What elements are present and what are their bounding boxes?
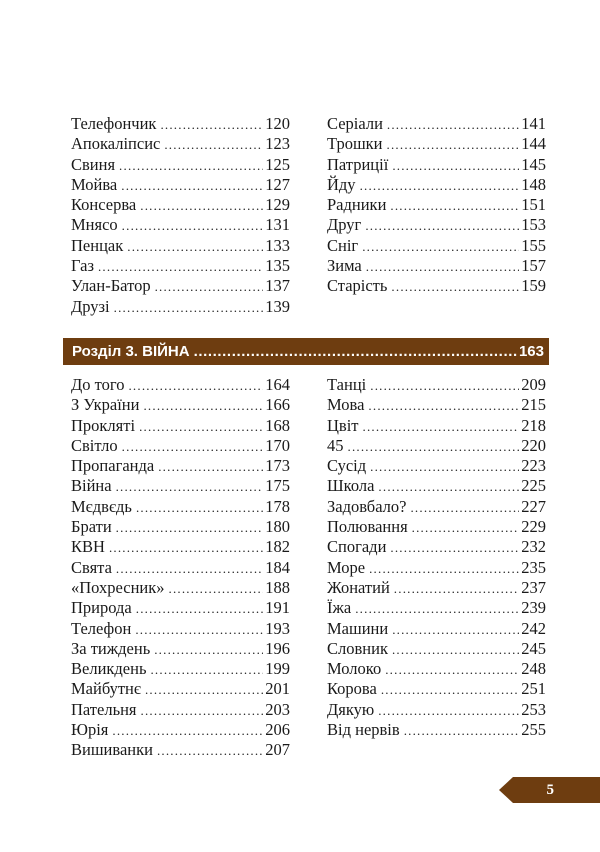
toc-entry-title: Вишиванки bbox=[71, 740, 153, 760]
toc-entry-title: Мнясо bbox=[71, 215, 118, 235]
toc-entry bbox=[327, 114, 546, 134]
toc-entry-title: Спогади bbox=[327, 537, 387, 557]
toc-entry bbox=[327, 256, 546, 276]
toc-entry-page: 159 bbox=[521, 276, 546, 296]
toc-entry bbox=[327, 598, 546, 618]
toc-entry bbox=[327, 215, 546, 235]
toc-dot-leader bbox=[381, 680, 519, 700]
toc-dot-leader bbox=[404, 721, 520, 741]
section-dot-leader bbox=[194, 343, 517, 360]
toc-entry-title: Словник bbox=[327, 638, 388, 658]
toc-entry bbox=[71, 700, 290, 720]
toc-entry-title: Апокаліпсис bbox=[71, 134, 161, 154]
toc-entry bbox=[327, 558, 546, 578]
toc-dot-leader bbox=[355, 599, 519, 619]
toc-entry bbox=[71, 256, 290, 276]
toc-entry-page: 251 bbox=[521, 679, 546, 699]
toc-entry-page: 253 bbox=[521, 699, 546, 719]
toc-entry-title: Свиня bbox=[71, 154, 116, 174]
toc-entry bbox=[71, 659, 290, 679]
toc-entry-page: 239 bbox=[521, 598, 546, 618]
toc-entry bbox=[327, 456, 546, 476]
toc-entry-page: 125 bbox=[265, 154, 290, 174]
toc-entry-title: До того bbox=[71, 375, 125, 394]
toc-entry-page: 232 bbox=[521, 537, 546, 557]
toc-dot-leader bbox=[378, 701, 519, 721]
toc-dot-leader bbox=[368, 396, 519, 416]
toc-dot-leader bbox=[116, 559, 263, 579]
toc-entry-title: Мова bbox=[327, 395, 365, 415]
toc-entry bbox=[71, 236, 290, 256]
toc-entry bbox=[71, 619, 290, 639]
toc-entry-title: Телефон bbox=[71, 618, 132, 638]
toc-entry bbox=[327, 236, 546, 256]
toc-entry bbox=[327, 276, 546, 296]
toc-entry-page: 148 bbox=[521, 174, 546, 194]
toc-entry bbox=[71, 537, 290, 557]
toc-dot-leader bbox=[119, 156, 263, 176]
toc-entry-title: Полювання bbox=[327, 517, 408, 537]
toc-entry-page: 129 bbox=[265, 195, 290, 215]
toc-entry-page: 235 bbox=[521, 557, 546, 577]
toc-entry-title: Мєдвєдь bbox=[71, 496, 132, 516]
section-heading-bar bbox=[63, 338, 549, 365]
toc-entry-title: Мойва bbox=[71, 174, 118, 194]
toc-entry-title: Серіали bbox=[327, 114, 383, 133]
toc-dot-leader bbox=[390, 538, 519, 558]
toc-entry-title: Старість bbox=[327, 276, 388, 296]
toc-entry-page: 209 bbox=[521, 375, 546, 394]
toc-entry-page: 178 bbox=[265, 496, 290, 516]
toc-entry-page: 127 bbox=[265, 174, 290, 194]
toc-dot-leader bbox=[122, 437, 264, 457]
toc-dot-leader bbox=[140, 196, 263, 216]
toc-entry bbox=[71, 395, 290, 415]
toc-entry-page: 133 bbox=[265, 235, 290, 255]
toc-entry-title: Природа bbox=[71, 598, 132, 618]
toc-dot-leader bbox=[143, 396, 263, 416]
toc-entry-page: 182 bbox=[265, 537, 290, 557]
toc-dot-leader bbox=[412, 518, 520, 538]
toc-entry bbox=[71, 195, 290, 215]
toc-entry bbox=[71, 297, 290, 317]
toc-entry-page: 135 bbox=[265, 256, 290, 276]
toc-entry-page: 145 bbox=[521, 154, 546, 174]
toc-entry-page: 201 bbox=[265, 679, 290, 699]
toc-entry-title: Брати bbox=[71, 517, 112, 537]
toc-dot-leader bbox=[369, 559, 519, 579]
toc-entry-page: 188 bbox=[265, 577, 290, 597]
toc-entry-title: Консерва bbox=[71, 195, 137, 215]
toc-dot-leader bbox=[157, 741, 263, 761]
toc-entry bbox=[327, 134, 546, 154]
toc-entry-title: Зима bbox=[327, 256, 362, 276]
toc-dot-leader bbox=[121, 176, 263, 196]
toc-dot-leader bbox=[155, 277, 264, 297]
toc-entry-title: 45 bbox=[327, 435, 344, 455]
toc-entry bbox=[327, 155, 546, 175]
toc-entry-title: Їжа bbox=[327, 598, 352, 618]
toc-entry-title: Сусід bbox=[327, 456, 367, 476]
toc-entry-page: 220 bbox=[521, 435, 546, 455]
toc-entry-title: Пропаганда bbox=[71, 456, 155, 476]
toc-entry-page: 215 bbox=[521, 395, 546, 415]
toc-dot-leader bbox=[348, 437, 520, 457]
toc-entry bbox=[327, 720, 546, 740]
toc-dot-leader bbox=[116, 518, 264, 538]
toc-entry-title: Радники bbox=[327, 195, 387, 215]
toc-entry-title: Трошки bbox=[327, 134, 383, 154]
toc-dot-leader bbox=[360, 176, 520, 196]
toc-entry-title: Дякую bbox=[327, 699, 375, 719]
toc-entry bbox=[327, 578, 546, 598]
toc-entry-page: 131 bbox=[265, 215, 290, 235]
toc-entry-page: 139 bbox=[265, 296, 290, 316]
page-number: 5 bbox=[546, 782, 554, 798]
toc-dot-leader bbox=[150, 660, 263, 680]
toc-entry bbox=[71, 134, 290, 154]
toc-entry bbox=[71, 155, 290, 175]
toc-entry-page: 191 bbox=[265, 598, 290, 618]
toc-entry bbox=[327, 175, 546, 195]
toc-dot-leader bbox=[394, 579, 519, 599]
toc-entry-title: Задовбало? bbox=[327, 496, 407, 516]
toc-entry-title: Танці bbox=[327, 375, 367, 394]
toc-dot-leader bbox=[169, 579, 264, 599]
toc-entry-title: Улан-Батор bbox=[71, 276, 151, 296]
toc-dot-leader bbox=[160, 115, 263, 135]
toc-dot-leader bbox=[164, 135, 263, 155]
toc-entry-title: Пательня bbox=[71, 699, 137, 719]
toc-entry-page: 141 bbox=[521, 114, 546, 133]
toc-entry-title: Патриції bbox=[327, 154, 389, 174]
toc-entry bbox=[71, 598, 290, 618]
toc-dot-leader bbox=[128, 376, 263, 396]
toc-entry-page: 199 bbox=[265, 659, 290, 679]
toc-entry bbox=[327, 375, 546, 395]
toc-dot-leader bbox=[387, 135, 520, 155]
toc-entry-page: 206 bbox=[265, 720, 290, 740]
toc-entry-page: 155 bbox=[521, 235, 546, 255]
toc-entry bbox=[327, 639, 546, 659]
toc-entry-page: 168 bbox=[265, 415, 290, 435]
toc-entry bbox=[71, 375, 290, 395]
toc-entry bbox=[71, 456, 290, 476]
toc-dot-leader bbox=[391, 277, 519, 297]
toc-dot-leader bbox=[136, 498, 263, 518]
toc-dot-leader bbox=[127, 237, 263, 257]
toc-entry-page: 166 bbox=[265, 395, 290, 415]
toc-entry bbox=[327, 659, 546, 679]
toc-column-bottom-right bbox=[327, 375, 546, 740]
toc-entry-title: Війна bbox=[71, 476, 112, 496]
toc-entry bbox=[71, 720, 290, 740]
toc-entry-page: 248 bbox=[521, 659, 546, 679]
toc-dot-leader bbox=[392, 156, 519, 176]
toc-dot-leader bbox=[363, 417, 520, 437]
toc-entry bbox=[327, 476, 546, 496]
toc-entry-page: 170 bbox=[265, 435, 290, 455]
toc-dot-leader bbox=[114, 298, 264, 318]
toc-entry-page: 137 bbox=[265, 276, 290, 296]
toc-entry-page: 227 bbox=[521, 496, 546, 516]
toc-entry bbox=[71, 639, 290, 659]
toc-entry-page: 242 bbox=[521, 618, 546, 638]
toc-entry-page: 153 bbox=[521, 215, 546, 235]
toc-entry-page: 255 bbox=[521, 720, 546, 740]
toc-entry-title: Молоко bbox=[327, 659, 382, 679]
toc-entry-page: 207 bbox=[265, 740, 290, 760]
toc-entry bbox=[71, 558, 290, 578]
toc-entry bbox=[327, 195, 546, 215]
toc-column-top-left bbox=[71, 114, 290, 317]
toc-dot-leader bbox=[370, 376, 519, 396]
toc-entry-page: 245 bbox=[521, 638, 546, 658]
toc-dot-leader bbox=[366, 257, 520, 277]
toc-dot-leader bbox=[392, 620, 519, 640]
toc-dot-leader bbox=[362, 237, 519, 257]
toc-entry-page: 123 bbox=[265, 134, 290, 154]
toc-entry-title: Свята bbox=[71, 557, 112, 577]
toc-entry bbox=[327, 700, 546, 720]
toc-entry bbox=[327, 395, 546, 415]
toc-entry-page: 164 bbox=[265, 375, 290, 394]
toc-entry bbox=[71, 497, 290, 517]
toc-entry-page: 173 bbox=[265, 456, 290, 476]
toc-dot-leader bbox=[136, 599, 264, 619]
toc-entry-title: Юрія bbox=[71, 720, 109, 740]
toc-dot-leader bbox=[122, 216, 264, 236]
toc-entry-page: 193 bbox=[265, 618, 290, 638]
toc-entry-page: 157 bbox=[521, 256, 546, 276]
toc-entry bbox=[71, 476, 290, 496]
toc-column-top-right bbox=[327, 114, 546, 297]
toc-dot-leader bbox=[112, 721, 263, 741]
toc-entry-title: Цвіт bbox=[327, 415, 359, 435]
toc-dot-leader bbox=[109, 538, 263, 558]
toc-entry-title: «Похресник» bbox=[71, 577, 165, 597]
toc-dot-leader bbox=[158, 457, 263, 477]
toc-dot-leader bbox=[116, 477, 264, 497]
toc-entry bbox=[71, 114, 290, 134]
toc-entry bbox=[71, 740, 290, 760]
toc-entry bbox=[71, 679, 290, 699]
toc-entry-title: Від нервів bbox=[327, 720, 400, 740]
toc-entry-page: 196 bbox=[265, 638, 290, 658]
toc-entry-title: Прокляті bbox=[71, 415, 136, 435]
toc-entry bbox=[71, 276, 290, 296]
toc-entry-title: Школа bbox=[327, 476, 375, 496]
toc-entry bbox=[327, 679, 546, 699]
toc-entry-page: 218 bbox=[521, 415, 546, 435]
toc-dot-leader bbox=[135, 620, 263, 640]
toc-entry bbox=[327, 497, 546, 517]
toc-dot-leader bbox=[385, 660, 519, 680]
toc-entry-title: За тиждень bbox=[71, 638, 151, 658]
toc-entry bbox=[327, 517, 546, 537]
toc-entry bbox=[327, 436, 546, 456]
toc-entry bbox=[71, 578, 290, 598]
toc-entry-title: Море bbox=[327, 557, 366, 577]
toc-entry-title: З України bbox=[71, 395, 140, 415]
toc-dot-leader bbox=[370, 457, 519, 477]
toc-entry-page: 151 bbox=[521, 195, 546, 215]
toc-dot-leader bbox=[98, 257, 263, 277]
section-page-number: 163 bbox=[518, 343, 544, 360]
toc-dot-leader bbox=[365, 216, 519, 236]
toc-entry bbox=[327, 619, 546, 639]
toc-entry bbox=[71, 175, 290, 195]
toc-dot-leader bbox=[410, 498, 519, 518]
section-title: Розділ 3. ВІЙНА bbox=[72, 343, 190, 360]
toc-entry-page: 229 bbox=[521, 517, 546, 537]
toc-entry-title: Йду bbox=[327, 174, 356, 194]
toc-entry-page: 203 bbox=[265, 699, 290, 719]
toc-entry-title: Телефончик bbox=[71, 114, 157, 133]
toc-dot-leader bbox=[378, 477, 519, 497]
toc-entry-title: Машини bbox=[327, 618, 389, 638]
toc-entry-page: 175 bbox=[265, 476, 290, 496]
toc-entry bbox=[327, 416, 546, 436]
toc-entry-page: 184 bbox=[265, 557, 290, 577]
toc-entry-title: Сніг bbox=[327, 235, 359, 255]
toc-entry bbox=[71, 215, 290, 235]
toc-entry-title: Жонатий bbox=[327, 577, 390, 597]
toc-entry-page: 144 bbox=[521, 134, 546, 154]
toc-entry bbox=[327, 537, 546, 557]
toc-entry-title: Пенцак bbox=[71, 235, 124, 255]
toc-dot-leader bbox=[139, 417, 263, 437]
toc-entry bbox=[71, 517, 290, 537]
toc-entry-page: 225 bbox=[521, 476, 546, 496]
toc-dot-leader bbox=[387, 115, 519, 135]
toc-entry-title: Великдень bbox=[71, 659, 147, 679]
toc-dot-leader bbox=[141, 701, 264, 721]
toc-entry-page: 223 bbox=[521, 456, 546, 476]
toc-dot-leader bbox=[154, 640, 263, 660]
toc-entry-title: КВН bbox=[71, 537, 105, 557]
toc-column-bottom-left bbox=[71, 375, 290, 761]
toc-entry-title: Корова bbox=[327, 679, 377, 699]
toc-entry-title: Друг bbox=[327, 215, 362, 235]
toc-entry-page: 180 bbox=[265, 517, 290, 537]
toc-entry-title: Майбутнє bbox=[71, 679, 141, 699]
toc-entry-title: Газ bbox=[71, 256, 94, 276]
toc-entry-page: 120 bbox=[265, 114, 290, 133]
toc-entry-page: 237 bbox=[521, 577, 546, 597]
toc-entry bbox=[71, 436, 290, 456]
toc-entry bbox=[71, 416, 290, 436]
toc-dot-leader bbox=[145, 680, 263, 700]
toc-dot-leader bbox=[390, 196, 519, 216]
toc-entry-title: Світло bbox=[71, 435, 118, 455]
toc-entry-title: Друзі bbox=[71, 296, 110, 316]
toc-dot-leader bbox=[392, 640, 519, 660]
